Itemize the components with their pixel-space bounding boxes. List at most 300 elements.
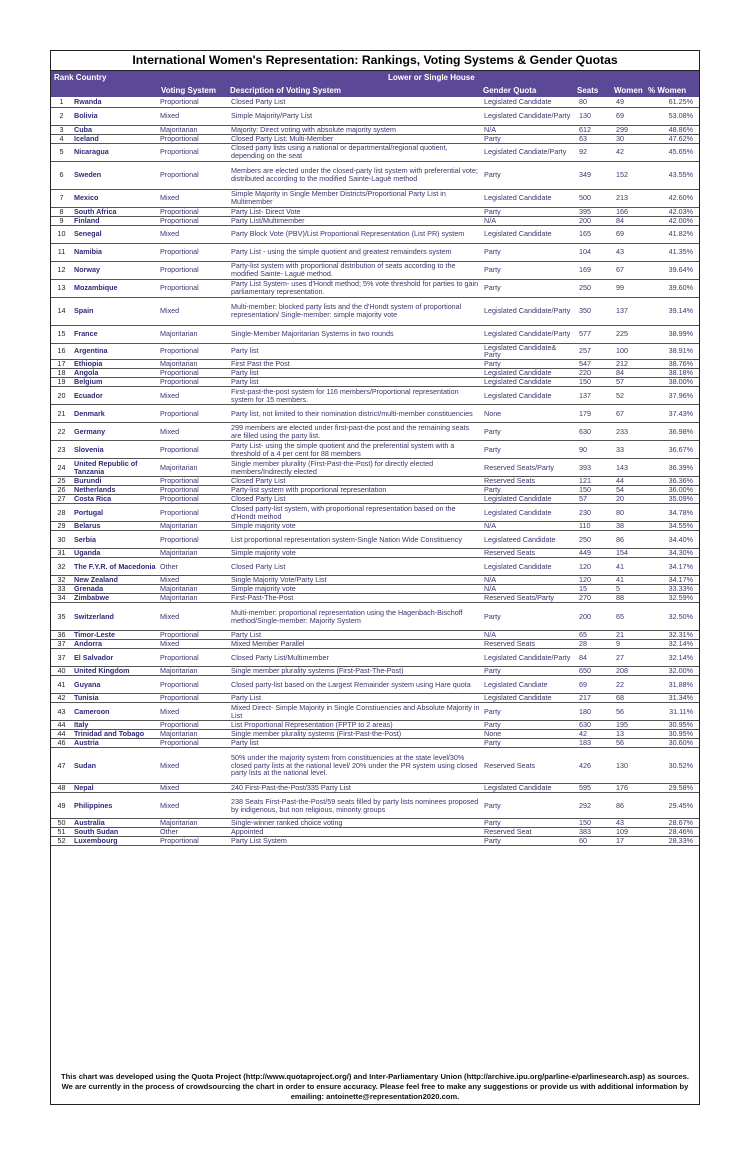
country-cell: Denmark [72, 405, 158, 423]
country-cell: Angola [72, 369, 158, 378]
gender-quota-cell: Party [482, 486, 577, 495]
seats-cell: 169 [577, 261, 614, 279]
pct-women-cell: 42.00% [649, 216, 699, 225]
description-cell: Closed Party List [229, 477, 482, 486]
voting-system-cell: Mixed [158, 576, 229, 585]
rank-cell: 26 [51, 486, 72, 495]
gender-quota-cell: Legislated Candidate& Party [482, 343, 577, 360]
rank-cell: 20 [51, 387, 72, 405]
table-row [51, 640, 699, 649]
voting-system-cell: Mixed [158, 107, 229, 125]
seats-cell: 90 [577, 441, 614, 459]
gender-quota-cell: Party [482, 423, 577, 441]
country-cell: Germany [72, 423, 158, 441]
women-cell: 166 [614, 207, 649, 216]
country-cell: Norway [72, 261, 158, 279]
gender-quota-cell: Party [482, 261, 577, 279]
seats-cell: 257 [577, 343, 614, 360]
gender-quota-cell: Party [482, 441, 577, 459]
pct-women-cell: 45.65% [649, 143, 699, 161]
country-cell: Ecuador [72, 387, 158, 405]
country-cell: Nepal [72, 784, 158, 793]
country-cell: Cuba [72, 125, 158, 134]
country-cell: Netherlands [72, 486, 158, 495]
gender-quota-cell: Reserved Seat [482, 828, 577, 837]
women-cell: 130 [614, 748, 649, 784]
table-row [51, 225, 699, 243]
women-cell: 84 [614, 216, 649, 225]
pct-women-cell: 53.08% [649, 107, 699, 125]
description-cell: Party List/Multimember [229, 216, 482, 225]
pct-women-cell: 33.33% [649, 585, 699, 594]
voting-system-cell: Mixed [158, 784, 229, 793]
seats-cell: 250 [577, 531, 614, 549]
women-cell: 56 [614, 739, 649, 748]
table-row [51, 134, 699, 143]
country-cell: Zimbabwe [72, 594, 158, 603]
header-pct-women: % Women [648, 86, 687, 95]
women-cell: 213 [614, 189, 649, 207]
gender-quota-cell: Legislated Candidate [482, 694, 577, 703]
header-women: Women [614, 86, 643, 95]
seats-cell: 577 [577, 325, 614, 343]
country-cell: Trinidad and Tobago [72, 730, 158, 739]
rank-cell: 10 [51, 225, 72, 243]
country-cell: Cameroon [72, 703, 158, 721]
table-row [51, 667, 699, 676]
pct-women-cell: 36.67% [649, 441, 699, 459]
seats-cell: 595 [577, 784, 614, 793]
description-cell: Single-Member Majoritarian Systems in two rounds [229, 325, 482, 343]
table-row [51, 207, 699, 216]
rank-cell: 50 [51, 819, 72, 828]
gender-quota-cell: Party [482, 703, 577, 721]
description-cell: First Past the Post [229, 360, 482, 369]
rank-cell: 21 [51, 405, 72, 423]
rank-cell: 13 [51, 279, 72, 297]
women-cell: 212 [614, 360, 649, 369]
gender-quota-cell: None [482, 405, 577, 423]
description-cell: List proportional representation system-Single Nation Wide Constituency [229, 531, 482, 549]
rank-cell: 6 [51, 161, 72, 189]
gender-quota-cell: Legislated Candidate/Party [482, 107, 577, 125]
voting-system-cell: Majoritarian [158, 522, 229, 531]
rank-cell: 47 [51, 748, 72, 784]
country-cell: Timor-Leste [72, 631, 158, 640]
seats-cell: 92 [577, 143, 614, 161]
rank-cell: 31 [51, 549, 72, 558]
gender-quota-cell: Reserved Seats/Party [482, 459, 577, 477]
seats-cell: 383 [577, 828, 614, 837]
seats-cell: 120 [577, 576, 614, 585]
rank-cell: 51 [51, 828, 72, 837]
seats-cell: 42 [577, 730, 614, 739]
rank-cell: 3 [51, 125, 72, 134]
seats-cell: 500 [577, 189, 614, 207]
women-cell: 233 [614, 423, 649, 441]
description-cell: Closed Party List [229, 495, 482, 504]
table-row [51, 784, 699, 793]
country-cell: Burundi [72, 477, 158, 486]
gender-quota-cell: Party [482, 279, 577, 297]
gender-quota-cell: Legislated Candidate [482, 387, 577, 405]
description-cell: Mixed Member Parallel [229, 640, 482, 649]
seats-cell: 630 [577, 721, 614, 730]
description-cell: Party list, not limited to their nomination district/multi-member constituencies [229, 405, 482, 423]
women-cell: 38 [614, 522, 649, 531]
description-cell: Multi-member: blocked party lists and the d'Hondt system of proportional representation/ Single-member: simple majority vote [229, 297, 482, 325]
pct-women-cell: 47.62% [649, 134, 699, 143]
country-cell: Nicaragua [72, 143, 158, 161]
description-cell: Party list [229, 369, 482, 378]
voting-system-cell: Mixed [158, 748, 229, 784]
women-cell: 195 [614, 721, 649, 730]
women-cell: 52 [614, 387, 649, 405]
seats-cell: 65 [577, 631, 614, 640]
seats-cell: 395 [577, 207, 614, 216]
women-cell: 154 [614, 549, 649, 558]
women-cell: 33 [614, 441, 649, 459]
women-cell: 41 [614, 558, 649, 576]
gender-quota-cell: Party [482, 243, 577, 261]
women-cell: 86 [614, 793, 649, 819]
rank-cell: 11 [51, 243, 72, 261]
seats-cell: 84 [577, 649, 614, 667]
rank-cell: 28 [51, 504, 72, 522]
seats-cell: 292 [577, 793, 614, 819]
table-row [51, 441, 699, 459]
table-row [51, 486, 699, 495]
pct-women-cell: 36.98% [649, 423, 699, 441]
gender-quota-cell: Legislated Candidate/Party [482, 297, 577, 325]
voting-system-cell: Proportional [158, 405, 229, 423]
pct-women-cell: 31.88% [649, 676, 699, 694]
gender-quota-cell: Legislated Candidate [482, 504, 577, 522]
rank-cell: 32 [51, 576, 72, 585]
rank-cell: 5 [51, 143, 72, 161]
pct-women-cell: 34.40% [649, 531, 699, 549]
pct-women-cell: 42.03% [649, 207, 699, 216]
pct-women-cell: 48.86% [649, 125, 699, 134]
table-row [51, 243, 699, 261]
rank-cell: 15 [51, 325, 72, 343]
pct-women-cell: 34.17% [649, 558, 699, 576]
rank-cell: 40 [51, 667, 72, 676]
rank-cell: 42 [51, 694, 72, 703]
country-cell: Grenada [72, 585, 158, 594]
seats-cell: 80 [577, 97, 614, 107]
pct-women-cell: 28.67% [649, 819, 699, 828]
gender-quota-cell: Party [482, 603, 577, 631]
pct-women-cell: 32.14% [649, 640, 699, 649]
voting-system-cell: Majoritarian [158, 549, 229, 558]
table-row [51, 459, 699, 477]
description-cell: First-past-the-post system for 116 members/Proportional representation system for 15 members. [229, 387, 482, 405]
women-cell: 99 [614, 279, 649, 297]
gender-quota-cell: Party [482, 207, 577, 216]
country-cell: Sweden [72, 161, 158, 189]
table-row [51, 297, 699, 325]
gender-quota-cell: Legislated Candidate [482, 225, 577, 243]
country-cell: El Salvador [72, 649, 158, 667]
rank-cell: 37 [51, 640, 72, 649]
rank-cell: 35 [51, 603, 72, 631]
seats-cell: 63 [577, 134, 614, 143]
table-row [51, 97, 699, 107]
table-body [51, 97, 699, 846]
gender-quota-cell: N/A [482, 522, 577, 531]
women-cell: 17 [614, 837, 649, 846]
description-cell: Party list [229, 343, 482, 360]
rank-cell: 16 [51, 343, 72, 360]
women-cell: 86 [614, 531, 649, 549]
seats-cell: 120 [577, 558, 614, 576]
table-row [51, 531, 699, 549]
pct-women-cell: 30.60% [649, 739, 699, 748]
gender-quota-cell: Party [482, 134, 577, 143]
women-cell: 109 [614, 828, 649, 837]
voting-system-cell: Proportional [158, 161, 229, 189]
table-row [51, 694, 699, 703]
seats-cell: 150 [577, 486, 614, 495]
women-cell: 84 [614, 369, 649, 378]
table-row [51, 343, 699, 360]
gender-quota-cell: Party [482, 837, 577, 846]
gender-quota-cell: Legislateed Candidate [482, 531, 577, 549]
pct-women-cell: 38.99% [649, 325, 699, 343]
table-row [51, 522, 699, 531]
women-cell: 137 [614, 297, 649, 325]
women-cell: 43 [614, 819, 649, 828]
gender-quota-cell: Legislated Candidate/Party [482, 649, 577, 667]
gender-quota-cell: Party [482, 793, 577, 819]
voting-system-cell: Proportional [158, 477, 229, 486]
seats-cell: 57 [577, 495, 614, 504]
table-row [51, 793, 699, 819]
voting-system-cell: Majoritarian [158, 667, 229, 676]
rank-cell: 36 [51, 631, 72, 640]
seats-cell: 110 [577, 522, 614, 531]
voting-system-cell: Proportional [158, 721, 229, 730]
voting-system-cell: Mixed [158, 703, 229, 721]
seats-cell: 630 [577, 423, 614, 441]
women-cell: 20 [614, 495, 649, 504]
voting-system-cell: Mixed [158, 387, 229, 405]
seats-cell: 449 [577, 549, 614, 558]
country-cell: United Republic of Tanzania [72, 459, 158, 477]
country-cell: Mozambique [72, 279, 158, 297]
voting-system-cell: Proportional [158, 649, 229, 667]
pct-women-cell: 29.45% [649, 793, 699, 819]
country-cell: Senegal [72, 225, 158, 243]
seats-cell: 547 [577, 360, 614, 369]
seats-cell: 349 [577, 161, 614, 189]
table-row [51, 189, 699, 207]
table-row [51, 423, 699, 441]
header-seats: Seats [577, 86, 599, 95]
rank-cell: 27 [51, 495, 72, 504]
women-cell: 67 [614, 261, 649, 279]
voting-system-cell: Majoritarian [158, 125, 229, 134]
country-cell: Belgium [72, 378, 158, 387]
gender-quota-cell: Reserved Seats [482, 640, 577, 649]
pct-women-cell: 34.17% [649, 576, 699, 585]
table-row [51, 387, 699, 405]
description-cell: Party List [229, 631, 482, 640]
pct-women-cell: 28.46% [649, 828, 699, 837]
women-cell: 42 [614, 143, 649, 161]
country-cell: Andorra [72, 640, 158, 649]
rank-cell: 19 [51, 378, 72, 387]
country-cell: Namibia [72, 243, 158, 261]
table-row [51, 107, 699, 125]
footer-note: This chart was developed using the Quota Project (http://www.quotaproject.org/) and Inter-Parliamentary Union (http://archive.ipu.org/parline-e/parlinesearch.asp) as sources. We are currently in the process of crowdsourcing the chart in order to ensure accuracy. Please feel free to make any suggestions or provide us with additional information by emailing: antoinette@representation2020.com. [60, 1071, 689, 1101]
women-cell: 5 [614, 585, 649, 594]
table-row [51, 369, 699, 378]
seats-cell: 200 [577, 216, 614, 225]
table-row [51, 721, 699, 730]
pct-women-cell: 37.96% [649, 387, 699, 405]
country-cell: Austria [72, 739, 158, 748]
gender-quota-cell: Legislated Candidate [482, 97, 577, 107]
header-description: Description of Voting System [230, 86, 341, 95]
pct-women-cell: 30.52% [649, 748, 699, 784]
country-cell: Philippines [72, 793, 158, 819]
women-cell: 57 [614, 378, 649, 387]
seats-cell: 200 [577, 603, 614, 631]
pct-women-cell: 39.60% [649, 279, 699, 297]
pct-women-cell: 32.31% [649, 631, 699, 640]
country-cell: Rwanda [72, 97, 158, 107]
seats-cell: 60 [577, 837, 614, 846]
gender-quota-cell: N/A [482, 125, 577, 134]
voting-system-cell: Proportional [158, 343, 229, 360]
table-row [51, 549, 699, 558]
women-cell: 299 [614, 125, 649, 134]
seats-cell: 350 [577, 297, 614, 325]
voting-system-cell: Proportional [158, 279, 229, 297]
country-cell: Serbia [72, 531, 158, 549]
table-row [51, 828, 699, 837]
voting-system-cell: Proportional [158, 531, 229, 549]
pct-women-cell: 30.95% [649, 721, 699, 730]
country-cell: Belarus [72, 522, 158, 531]
pct-women-cell: 32.14% [649, 649, 699, 667]
voting-system-cell: Majoritarian [158, 360, 229, 369]
voting-system-cell: Mixed [158, 225, 229, 243]
header-rank-country: Rank Country [54, 73, 107, 82]
gender-quota-cell: N/A [482, 576, 577, 585]
gender-quota-cell: N/A [482, 216, 577, 225]
pct-women-cell: 38.91% [649, 343, 699, 360]
seats-cell: 179 [577, 405, 614, 423]
voting-system-cell: Proportional [158, 97, 229, 107]
voting-system-cell: Mixed [158, 423, 229, 441]
gender-quota-cell: Legislated Candiate [482, 676, 577, 694]
table-row [51, 576, 699, 585]
women-cell: 152 [614, 161, 649, 189]
description-cell: Simple majority vote [229, 585, 482, 594]
pct-women-cell: 41.35% [649, 243, 699, 261]
women-cell: 56 [614, 703, 649, 721]
pct-women-cell: 41.82% [649, 225, 699, 243]
rank-cell: 14 [51, 297, 72, 325]
table-row [51, 594, 699, 603]
country-cell: Switzerland [72, 603, 158, 631]
country-cell: Finland [72, 216, 158, 225]
description-cell: Members are elected under the closed-party list system with preferential vote; distributed according to the modified Sainte-Laguë method [229, 161, 482, 189]
seats-cell: 250 [577, 279, 614, 297]
table-row [51, 143, 699, 161]
description-cell: Party List - using the simple quotient and greatest remainders system [229, 243, 482, 261]
gender-quota-cell: Legislated Candidate [482, 189, 577, 207]
pct-women-cell: 30.95% [649, 730, 699, 739]
country-cell: Italy [72, 721, 158, 730]
description-cell: Single member plurality systems (First-Past-The-Post) [229, 667, 482, 676]
gender-quota-cell: Party [482, 360, 577, 369]
seats-cell: 130 [577, 107, 614, 125]
pct-women-cell: 29.58% [649, 784, 699, 793]
rank-cell: 48 [51, 784, 72, 793]
women-cell: 208 [614, 667, 649, 676]
pct-women-cell: 34.55% [649, 522, 699, 531]
gender-quota-cell: Legislated Candidate [482, 378, 577, 387]
table-row [51, 676, 699, 694]
voting-system-cell: Proportional [158, 378, 229, 387]
table-row [51, 819, 699, 828]
country-cell: Portugal [72, 504, 158, 522]
rank-cell: 17 [51, 360, 72, 369]
seats-cell: 150 [577, 378, 614, 387]
description-cell: Simple Majority/Party List [229, 107, 482, 125]
table-row [51, 603, 699, 631]
gender-quota-cell: Legislated Candiate/Party [482, 143, 577, 161]
voting-system-cell: Majoritarian [158, 594, 229, 603]
table-row [51, 649, 699, 667]
gender-quota-cell: Party [482, 739, 577, 748]
women-cell: 80 [614, 504, 649, 522]
voting-system-cell: Proportional [158, 441, 229, 459]
pct-women-cell: 43.55% [649, 161, 699, 189]
country-cell: Argentina [72, 343, 158, 360]
country-cell: Bolivia [72, 107, 158, 125]
header-voting-system: Voting System [161, 86, 216, 95]
voting-system-cell: Majoritarian [158, 819, 229, 828]
pct-women-cell: 36.36% [649, 477, 699, 486]
description-cell: Party-list system with proportional representation [229, 486, 482, 495]
description-cell: Single-winner ranked choice voting [229, 819, 482, 828]
country-cell: The F.Y.R. of Macedonia [72, 558, 158, 576]
rank-cell: 30 [51, 531, 72, 549]
women-cell: 49 [614, 97, 649, 107]
voting-system-cell: Proportional [158, 495, 229, 504]
description-cell: Closed Party List: Multi-Member [229, 134, 482, 143]
rank-cell: 8 [51, 207, 72, 216]
description-cell: Simple majority vote [229, 549, 482, 558]
gender-quota-cell: Legislated Candidate [482, 784, 577, 793]
women-cell: 69 [614, 107, 649, 125]
gender-quota-cell: Reserved Seats [482, 477, 577, 486]
pct-women-cell: 38.00% [649, 378, 699, 387]
voting-system-cell: Proportional [158, 739, 229, 748]
table-row [51, 558, 699, 576]
description-cell: 299 members are elected under first-past-the post and the remaining seats are filled using the party list. [229, 423, 482, 441]
rank-cell: 29 [51, 522, 72, 531]
women-cell: 43 [614, 243, 649, 261]
voting-system-cell: Majoritarian [158, 459, 229, 477]
seats-cell: 28 [577, 640, 614, 649]
description-cell: Closed party lists using a national or departmental/regional quotient, depending on the seat [229, 143, 482, 161]
